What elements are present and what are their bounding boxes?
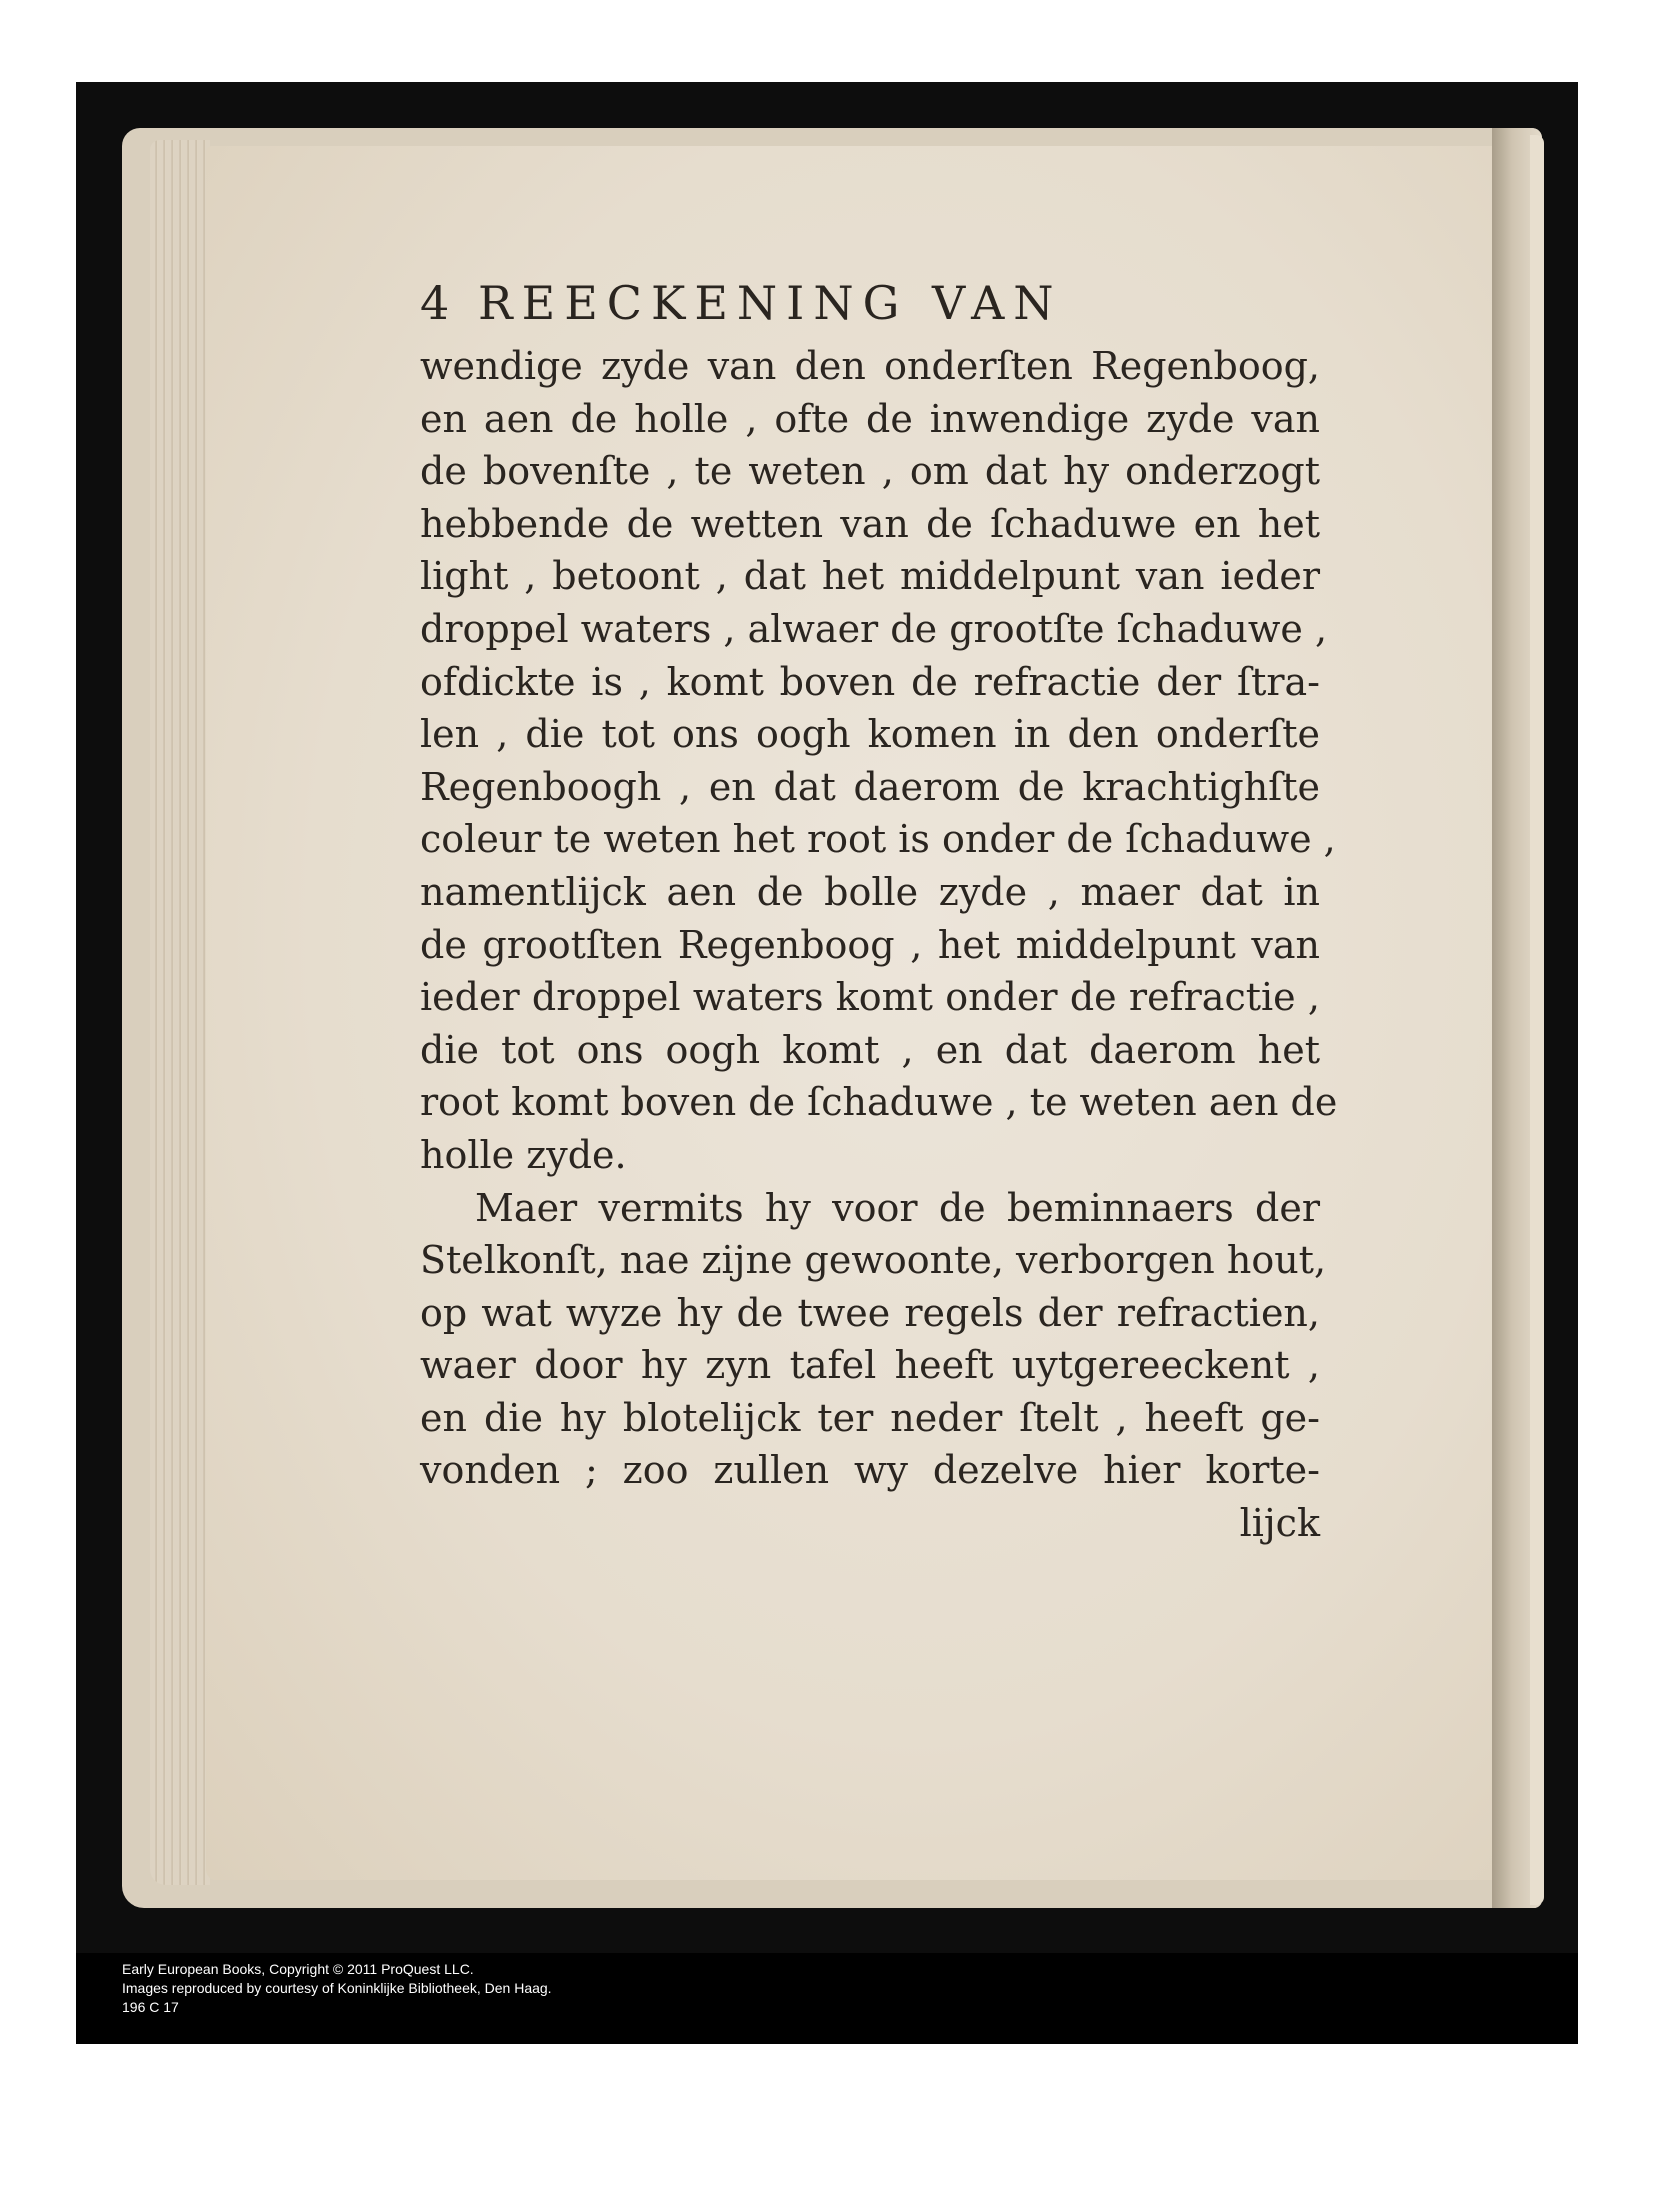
text-line: vonden ; zoo zullen wy dezelve hier korte- (420, 1448, 1320, 1493)
text-line: Stelkonſt, nae zijne gewoonte, verborgen hout, (420, 1238, 1327, 1283)
footer-shelfmark: 196 C 17 (122, 1999, 179, 2015)
text-line-paragraph-start: Maer vermits hy voor de beminnaers der (475, 1185, 1320, 1230)
page-stack-edges (150, 140, 210, 1885)
running-title: REECKENING VAN (478, 276, 1063, 330)
text-line: die tot ons oogh komt , en dat daerom het (420, 1027, 1320, 1072)
catchword: lijck (1239, 1501, 1320, 1546)
page-body-text (420, 340, 1338, 1550)
running-head (420, 276, 1320, 330)
text-line: light , betoont , dat het middelpunt van ieder (420, 554, 1320, 599)
footer-courtesy: Images reproduced by courtesy of Koninklijke Bibliotheek, Den Haag. (122, 1980, 552, 1996)
text-line: namentlijck aen de bolle zyde , maer dat in (420, 869, 1320, 914)
text-line: waer door hy zyn tafel heeft uytgereeckent , (420, 1343, 1320, 1388)
text-line: ieder droppel waters komt onder de refractie , (420, 975, 1320, 1020)
text-line: de bovenſte , te weten , om dat hy onderzogt (420, 449, 1320, 494)
footer-copyright: Early European Books, Copyright © 2011 ProQuest LLC. (122, 1961, 474, 1977)
text-line: en aen de holle , ofte de inwendige zyde van (420, 396, 1320, 441)
text-line: droppel waters , alwaer de grootſte ſchaduwe , (420, 606, 1328, 651)
text-line: holle zyde. (420, 1132, 627, 1177)
text-line: wendige zyde van den onderſten Regenboog, (420, 344, 1320, 388)
text-line: de grootſten Regenboog , het middelpunt van (420, 922, 1320, 967)
text-line: root komt boven de ſchaduwe , te weten aen de (420, 1080, 1338, 1125)
facing-page-edge (1530, 135, 1544, 1905)
text-line: coleur te weten het root is onder de ſchaduwe , (420, 817, 1336, 862)
text-line: hebbende de wetten van de ſchaduwe en het (420, 501, 1320, 546)
text-line: ofdickte is , komt boven de refractie der ſtra- (420, 659, 1320, 704)
text-line: Regenboogh , en dat daerom de krachtighſte (420, 764, 1320, 809)
text-line: len , die tot ons oogh komen in den onderſte (420, 712, 1320, 757)
text-line: en die hy blotelijck ter neder ſtelt , heeft ge- (420, 1395, 1320, 1440)
page-number: 4 (420, 276, 450, 330)
text-line: op wat wyze hy de twee regels der refractien, (420, 1290, 1320, 1335)
